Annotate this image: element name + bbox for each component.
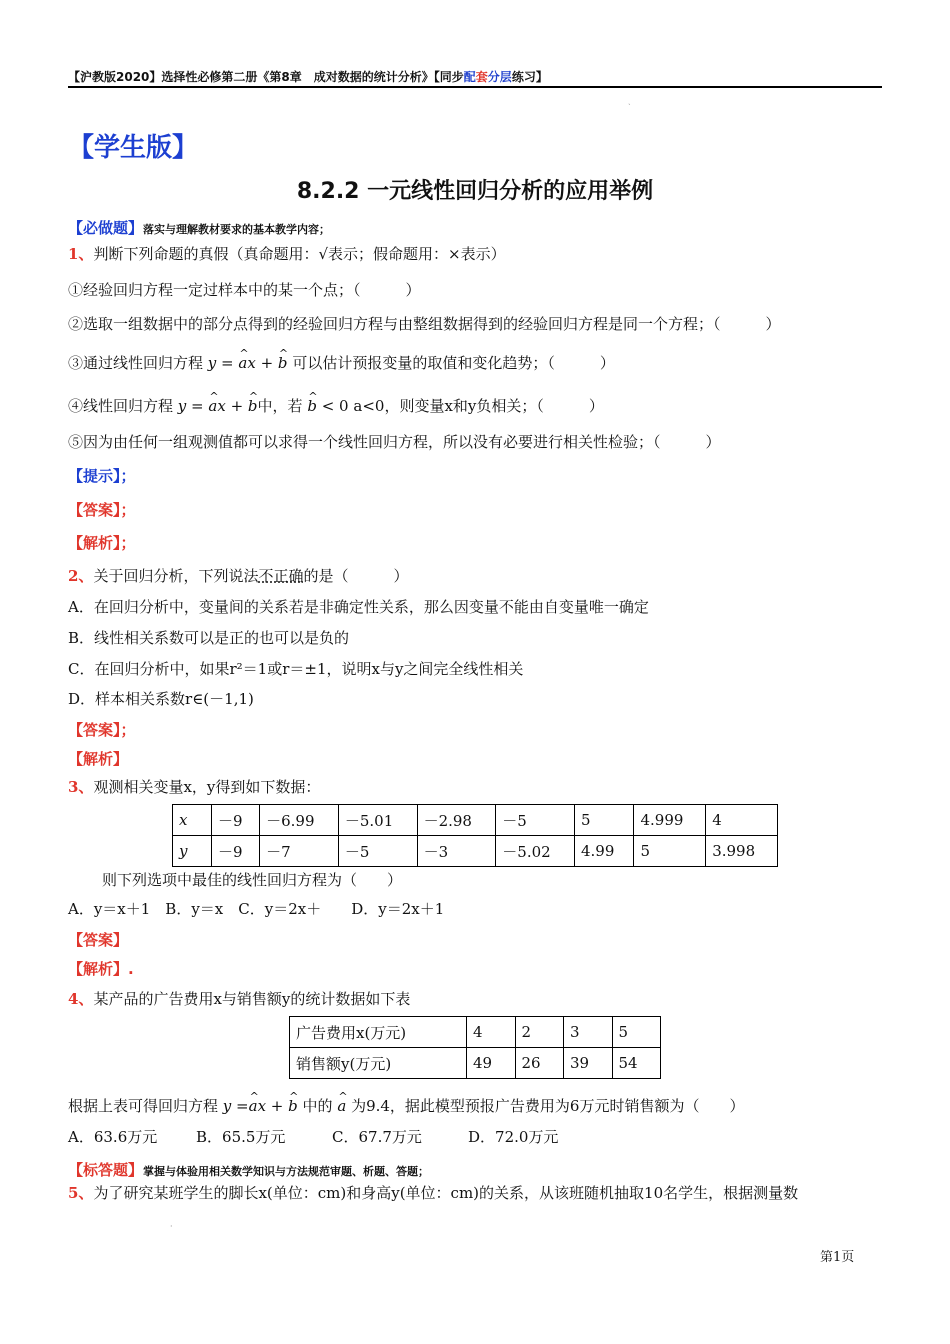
q4-question-mid: 中的: [302, 1097, 333, 1115]
header-text-end: 练习】: [511, 70, 548, 84]
q1-item-4: [68, 396, 604, 416]
q1-item-3: [68, 353, 615, 373]
table-cell: 49: [467, 1048, 516, 1079]
q4-question-text: 根据上表可得回归方程: [68, 1097, 219, 1115]
page-title: 8.2.2 一元线性回归分析的应用举例: [296, 179, 654, 204]
table-cell: －9: [212, 836, 260, 867]
table-cell: 26: [515, 1048, 564, 1079]
must-section-heading: [68, 218, 330, 240]
q4-option-a: A．63.6万元: [68, 1128, 158, 1146]
question-text: 关于回归分析，下列说法: [93, 567, 259, 585]
scan-dot: ·: [170, 1222, 173, 1231]
question-number: 1、: [68, 245, 94, 263]
question-3-stem: [68, 777, 320, 797]
table-cell: 4: [467, 1017, 516, 1048]
q4-data-table: [289, 1016, 661, 1079]
q1-item-4-rest: a<0，则变量x和y负相关；（ ）: [353, 397, 604, 415]
table-cell: －2.98: [417, 805, 496, 836]
regression-equation: y = ^ ax + ^ b: [178, 397, 258, 415]
question-text: 判断下列命题的真假（真命题用：√表示；假命题用：×表示）: [93, 245, 506, 263]
q2-option-a: A．在回归分析中，变量间的关系若是非确定性关系，那么因变量不能由自变量唯一确定: [68, 598, 649, 616]
table-row: [290, 1017, 661, 1048]
regression-equation: y = ^ ax + ^ b: [208, 354, 288, 372]
q1-item-2: ②选取一组数据中的部分点得到的经验回归方程与由整组数据得到的经验回归方程是同一个方程；（ ）: [68, 315, 781, 333]
q1-item-1: ①经验回归方程一定过样本中的某一个点；（ ）: [68, 281, 421, 299]
q2-option-b: B．线性相关系数可以是正的也可以是负的: [68, 629, 350, 647]
table-cell: －9: [212, 805, 260, 836]
scan-dot: ˎ: [628, 96, 631, 105]
table-cell: －5.02: [496, 836, 575, 867]
q4-option-b: B．65.5万元: [196, 1128, 286, 1146]
table-cell: －7: [260, 836, 339, 867]
table-cell: 5: [634, 836, 706, 867]
question-text: 为了研究某班学生的脚长x(单位：cm)和身高y(单位：cm)的关系，从该班随机抽取10名学生，根据测量数: [93, 1184, 799, 1202]
q2-analysis-label: 【解析】: [68, 750, 129, 768]
std-section-heading: [68, 1160, 429, 1182]
table-cell: 4.999: [634, 805, 706, 836]
q1-item-4-text: ④线性回归方程: [68, 397, 174, 415]
table-cell: 5: [612, 1017, 661, 1048]
question-4-stem: [68, 989, 410, 1009]
q3-answer-label: 【答案】: [68, 931, 129, 949]
table-cell: 54: [612, 1048, 661, 1079]
question-number: 5、: [68, 1184, 94, 1202]
table-cell: －6.99: [260, 805, 339, 836]
b-hat-symbol: ^ b: [307, 396, 317, 416]
running-header: [68, 68, 882, 85]
q1-item-4-condition: < 0: [321, 397, 349, 415]
question-1-stem: [68, 244, 506, 264]
table-cell: 5: [575, 805, 634, 836]
question-text: 某产品的广告费用x与销售额y的统计数据如下表: [93, 990, 411, 1008]
question-number: 2、: [68, 567, 94, 585]
q1-item-3-rest: 可以估计预报变量的取值和变化趋势；（ ）: [292, 354, 615, 372]
header-text-tao: 套: [475, 70, 488, 84]
header-rule: [68, 86, 882, 88]
q3-analysis-label: 【解析】.: [68, 960, 134, 978]
page-number: 第1页: [820, 1250, 855, 1265]
table-cell: 3.998: [706, 836, 778, 867]
table-row: [290, 1048, 661, 1079]
question-5-stem: [68, 1183, 798, 1203]
question-2-stem: [68, 566, 408, 586]
section-description: 掌握与体验用相关数学知识与方法规范审题、析题、答题；: [143, 1165, 430, 1178]
q3-data-table: [172, 804, 778, 867]
table-cell: －3: [417, 836, 496, 867]
question-text: 观测相关变量x，y得到如下数据：: [93, 778, 321, 796]
table-cell: 4.99: [575, 836, 634, 867]
table-cell: x: [173, 805, 212, 836]
q4-option-d: D．72.0万元: [468, 1128, 559, 1146]
q1-analysis-label: 【解析】；: [68, 534, 136, 552]
question-number: 3、: [68, 778, 94, 796]
table-cell: －5.01: [338, 805, 417, 836]
section-label: 【标答题】: [68, 1161, 144, 1179]
q1-item-3-text: ③通过线性回归方程: [68, 354, 204, 372]
table-cell: 销售额y(万元): [290, 1048, 467, 1079]
q1-answer-label: 【答案】；: [68, 501, 136, 519]
table-cell: 3: [564, 1017, 613, 1048]
q1-item-4-mid: 中，若: [257, 397, 303, 415]
table-cell: y: [173, 836, 212, 867]
table-cell: 39: [564, 1048, 613, 1079]
emphasis-text: 不正确: [258, 567, 304, 585]
question-number: 4、: [68, 990, 94, 1008]
q4-question: [68, 1096, 744, 1116]
q1-hint-label: 【提示】；: [68, 467, 136, 485]
q3-question: 则下列选项中最佳的线性回归方程为（ ）: [102, 871, 403, 889]
q2-answer-label: 【答案】；: [68, 721, 136, 739]
q4-option-c: C．67.7万元: [332, 1128, 422, 1146]
table-cell: －5: [338, 836, 417, 867]
table-row: [173, 836, 778, 867]
header-text-pei: 配: [463, 70, 476, 84]
q2-option-d: D．样本相关系数r∈(－1,1): [68, 690, 254, 708]
table-cell: 广告费用x(万元): [290, 1017, 467, 1048]
regression-equation: y =^ ax + ^ b: [223, 1097, 298, 1115]
q4-question-rest: 为9.4，据此模型预报广告费用为6万元时销售额为（ ）: [351, 1097, 745, 1115]
table-cell: －5: [496, 805, 575, 836]
header-text: 【沪教版2020】选择性必修第二册《第8章 成对数据的统计分析》【同步: [68, 70, 464, 84]
section-description: 落实与理解教材要求的基本教学内容；: [143, 223, 331, 236]
q3-options: A．y＝x＋1 B．y＝x C．y＝2x＋ D．y＝2x＋1: [68, 900, 445, 918]
q1-item-5: ⑤因为由任何一组观测值都可以求得一个线性回归方程，所以没有必要进行相关性检验；（ ）: [68, 433, 721, 451]
student-version-label: 【学生版】: [68, 133, 199, 163]
section-label: 【必做题】: [68, 219, 144, 237]
question-text-end: 的是（ ）: [303, 567, 409, 585]
a-hat-symbol: ^ a: [337, 1096, 346, 1116]
table-cell: 2: [515, 1017, 564, 1048]
header-text-fen: 分层: [487, 70, 512, 84]
q2-option-c: C．在回归分析中，如果r²＝1或r＝±1，说明x与y之间完全线性相关: [68, 660, 524, 678]
table-row: [173, 805, 778, 836]
table-cell: 4: [706, 805, 778, 836]
